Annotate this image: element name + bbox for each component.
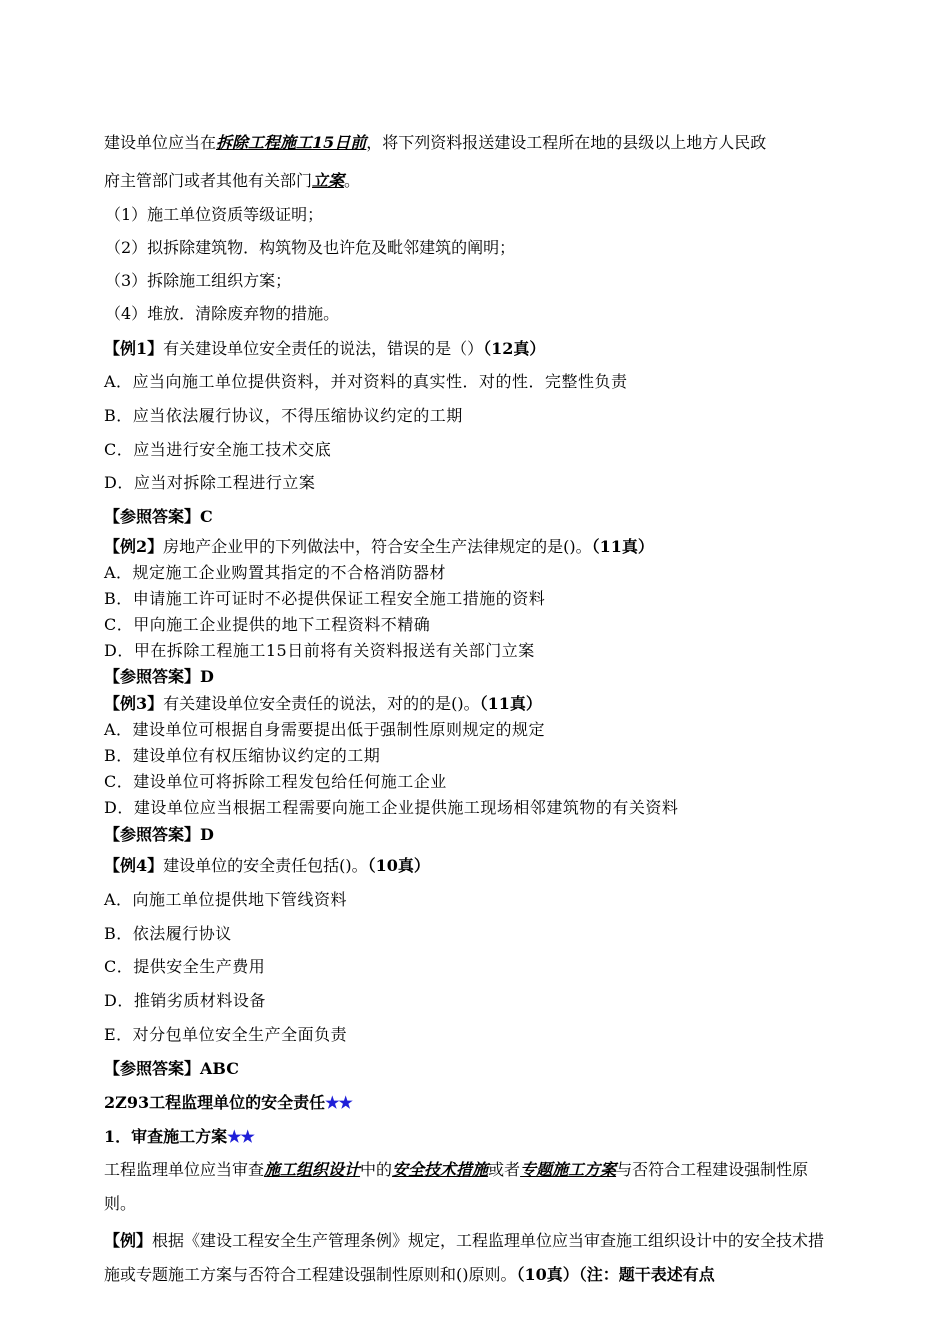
exam-source: （10真）: [516, 1265, 579, 1284]
question-text: 根据《建设工程安全生产管理条例》规定，工程监理单位应当审查施工组织设计中的安全技术措施或专题施工方案与否符合工程建设强制性原则和()原则。: [104, 1231, 825, 1284]
example-1-question: [104, 339, 545, 359]
option: B．应当依法履行协议，不得压缩协议约定的工期: [104, 406, 463, 425]
answer-tag: 【参照答案】: [104, 667, 201, 686]
question-text: 建设单位的安全责任包括()。: [163, 856, 368, 875]
exam-source: （12真）: [483, 339, 546, 358]
example-4-answer: [104, 1059, 239, 1079]
intro-emphasis-filing: 立案: [312, 171, 345, 190]
option: D．推销劣质材料设备: [104, 991, 266, 1010]
answer-value: ABC: [200, 1059, 239, 1078]
list-item: （1）施工单位资质等级证明；: [105, 205, 324, 224]
option: D．应当对拆除工程进行立案: [104, 473, 316, 492]
option: A．建设单位可根据自身需要提出低于强制性原则规定的规定: [104, 720, 546, 739]
intro-emphasis-deadline: 拆除工程施工15日前: [216, 133, 367, 152]
answer-value: D: [200, 667, 214, 686]
exam-source: （11真）: [591, 537, 654, 556]
option: C．甲向施工企业提供的地下工程资料不精确: [104, 615, 431, 634]
option: E．对分包单位安全生产全面负责: [104, 1025, 348, 1044]
option: A．规定施工企业购置其指定的不合格消防器材: [104, 563, 447, 582]
example-4-question: [104, 856, 430, 876]
option: D．甲在拆除工程施工15日前将有关资料报送有关部门立案: [104, 641, 535, 660]
option: C．提供安全生产费用: [104, 957, 266, 976]
para-emphasis: 安全技术措施: [392, 1160, 489, 1179]
answer-tag: 【参照答案】: [104, 507, 201, 526]
intro-text-a: 建设单位应当在: [104, 133, 217, 152]
answer-value: D: [200, 825, 214, 844]
option: C．建设单位可将拆除工程发包给任何施工企业: [104, 772, 447, 791]
question-text: 有关建设单位安全责任的说法，对的的是()。: [163, 694, 480, 713]
intro-text-c: ，将下列资料报送建设工程所在地的县级以上地方人民政: [366, 133, 767, 152]
exam-source: （10真）: [367, 856, 430, 875]
subsection-heading: [104, 1127, 254, 1147]
example-1-answer: [104, 507, 213, 527]
body-paragraph: [104, 1153, 838, 1221]
question-text: 房地产企业甲的下列做法中，符合安全生产法律规定的是()。: [163, 537, 592, 556]
example-3-answer: [104, 825, 214, 845]
option: B．申请施工许可证时不必提供保证工程安全施工措施的资料: [104, 589, 546, 608]
answer-tag: 【参照答案】: [104, 1059, 201, 1078]
example-tag: 【例4】: [104, 856, 164, 875]
example-tag: 【例】: [104, 1231, 153, 1250]
example-2-answer: [104, 667, 214, 687]
example-5-paragraph: [104, 1224, 838, 1292]
para-text: 中的: [360, 1160, 393, 1179]
answer-tag: 【参照答案】: [104, 825, 201, 844]
option: D．建设单位应当根据工程需要向施工企业提供施工现场相邻建筑物的有关资料: [104, 798, 679, 817]
intro-line-2: [104, 171, 360, 191]
option: A．向施工单位提供地下管线资料: [104, 890, 348, 909]
option: C．应当进行安全施工技术交底: [104, 440, 332, 459]
intro-line-1: [104, 133, 766, 153]
option: A．应当向施工单位提供资料，并对资料的真实性．对的性．完整性负责: [104, 372, 628, 391]
option: B．依法履行协议: [104, 924, 232, 943]
para-text: 工程监理单位应当审查: [104, 1160, 265, 1179]
option: B．建设单位有权压缩协议约定的工期: [104, 746, 381, 765]
exam-source: （11真）: [479, 694, 542, 713]
note-text: （注：题干表述有点: [578, 1265, 715, 1284]
example-tag: 【例2】: [104, 537, 164, 556]
example-tag: 【例3】: [104, 694, 164, 713]
list-item: （3）拆除施工组织方案；: [105, 271, 292, 290]
section-title: 2Z93工程监理单位的安全责任: [104, 1093, 326, 1112]
para-emphasis: 施工组织设计: [264, 1160, 361, 1179]
list-item: （2）拟拆除建筑物．构筑物及也许危及毗邻建筑的阐明；: [105, 238, 516, 257]
intro-text-period: 。: [344, 171, 361, 190]
question-text: 有关建设单位安全责任的说法，错误的是（）: [163, 339, 484, 358]
star-rating-icon: ★★: [325, 1093, 352, 1112]
example-2-question: [104, 537, 654, 557]
subsection-title: 1．审查施工方案: [104, 1127, 228, 1146]
para-text: 或者: [488, 1160, 521, 1179]
para-emphasis: 专题施工方案: [520, 1160, 617, 1179]
answer-value: C: [200, 507, 213, 526]
example-tag: 【例1】: [104, 339, 164, 358]
example-3-question: [104, 694, 542, 714]
star-rating-icon: ★★: [227, 1127, 254, 1146]
section-heading: [104, 1093, 352, 1113]
list-item: （4）堆放．清除废弃物的措施。: [105, 304, 340, 323]
para-text: 与否符合工程建设强制性原则。: [104, 1160, 809, 1213]
intro-text-line2: 府主管部门或者其他有关部门: [104, 171, 313, 190]
